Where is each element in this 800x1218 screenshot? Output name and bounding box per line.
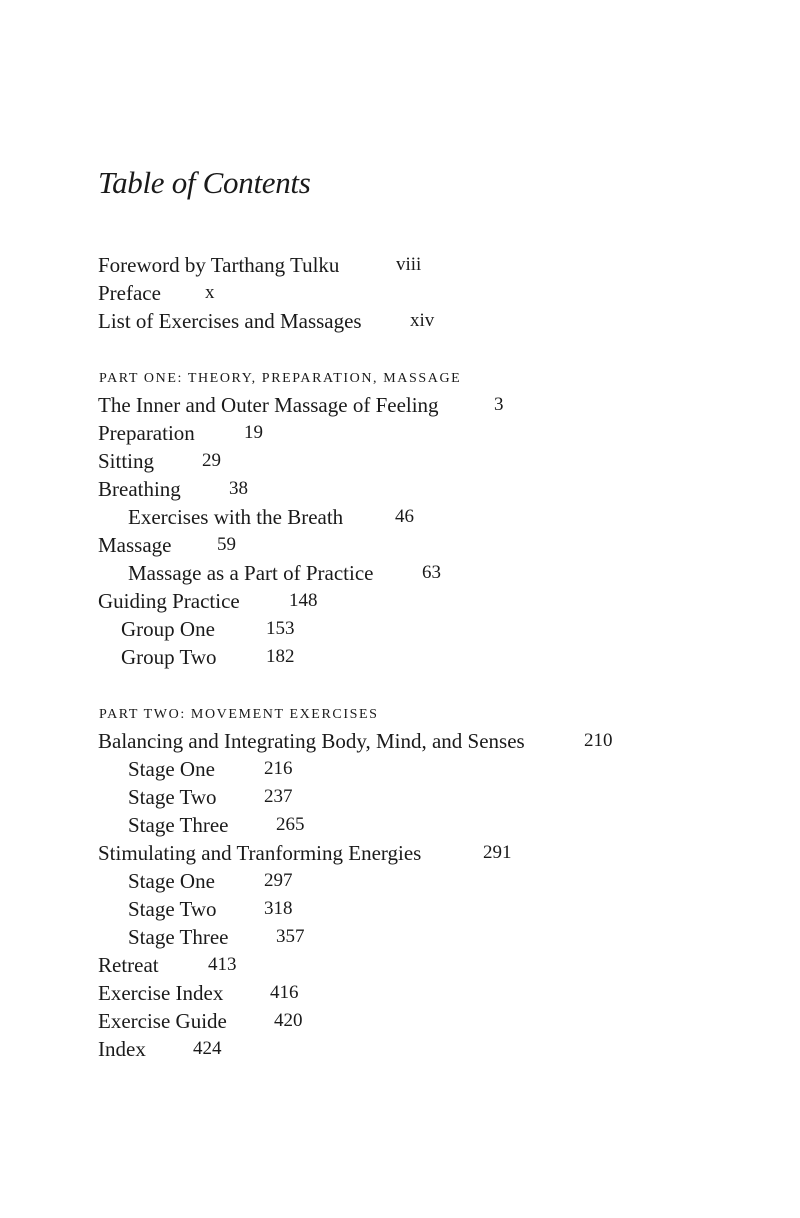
toc-entry-breathing[interactable] [98,475,248,503]
toc-entry-guiding-practice[interactable] [98,587,318,615]
toc-entry-page: 182 [266,646,295,667]
toc-entry-sitting[interactable] [98,447,221,475]
toc-entry-page: viii [396,254,422,275]
toc-entry-exercise-guide[interactable] [98,1007,303,1035]
toc-entry-page: 153 [266,618,295,639]
toc-entry-label: Exercises with the Breath [128,505,344,529]
toc-entry-page: 416 [270,982,299,1003]
toc-entry-page: 413 [208,954,237,975]
toc-entry-page: 148 [289,590,318,611]
toc-entry-stimulating-transforming[interactable] [98,839,512,867]
toc-entry-stage-three[interactable] [128,811,305,839]
toc-entry-label: Foreword by Tarthang Tulku [98,253,340,277]
toc-entry-page: 216 [264,758,293,779]
toc-entry-label: Stimulating and Tranforming Energies [98,841,422,865]
toc-entry-exercises-with-breath[interactable] [128,503,414,531]
toc-entry-list-of-exercises[interactable] [98,307,435,335]
toc-entry-index[interactable] [98,1035,222,1063]
toc-entry-label: The Inner and Outer Massage of Feeling [98,393,439,417]
toc-entry-label: Stage One [128,869,215,893]
toc-entry-stage-two[interactable] [128,783,293,811]
toc-entry-label: Index [98,1037,146,1061]
toc-entry-page: 297 [264,870,293,891]
toc-entry-page: 19 [244,422,263,443]
toc-entry-page: 3 [494,394,504,415]
toc-entry-page: 357 [276,926,305,947]
toc-entry-label: Massage [98,533,172,557]
toc-entry-label: Breathing [98,477,181,501]
toc-entry-page: 237 [264,786,293,807]
toc-entry-label: Stage Two [128,897,217,921]
toc-entry-label: Preparation [98,421,195,445]
toc-entry-page: 29 [202,450,221,471]
toc-entry-label: Retreat [98,953,159,977]
toc-entry-inner-outer-massage[interactable] [98,391,504,419]
toc-entry-preparation[interactable] [98,419,263,447]
toc-entry-page: xiv [410,310,435,331]
toc-entry-stage-one[interactable] [128,755,293,783]
toc-entry-massage[interactable] [98,531,236,559]
part-two-heading: PART TWO: MOVEMENT EXERCISES [99,707,379,722]
toc-entry-label: Stage Three [128,925,229,949]
toc-entry-page: x [205,282,215,303]
toc-entry-page: 63 [422,562,441,583]
toc-entry-label: Exercise Guide [98,1009,227,1033]
toc-entry-label: Massage as a Part of Practice [128,561,374,585]
toc-entry-stage-one[interactable] [128,867,293,895]
toc-entry-preface[interactable] [98,279,215,307]
toc-entry-foreword[interactable] [98,251,422,279]
toc-entry-page: 210 [584,730,613,751]
toc-entry-stage-three[interactable] [128,923,305,951]
toc-entry-page: 38 [229,478,248,499]
toc-entry-label: Exercise Index [98,981,224,1005]
toc-entry-group-one[interactable] [121,615,295,643]
toc-entry-label: Stage Three [128,813,229,837]
toc-entry-page: 424 [193,1038,222,1059]
toc-entry-label: Preface [98,281,161,305]
toc-entry-massage-part-of-practice[interactable] [128,559,441,587]
toc-entry-page: 318 [264,898,293,919]
toc-entry-exercise-index[interactable] [98,979,299,1007]
toc-entry-page: 291 [483,842,512,863]
toc-entry-page: 46 [395,506,414,527]
toc-entry-label: Sitting [98,449,155,473]
toc-entry-balancing-integrating[interactable] [98,727,613,755]
toc-entry-stage-two[interactable] [128,895,293,923]
toc-entry-label: Group Two [121,645,217,669]
toc-entry-label: List of Exercises and Massages [98,309,362,333]
toc-entry-label: Stage Two [128,785,217,809]
toc-entry-page: 265 [276,814,305,835]
page-title: Table of Contents [98,165,311,200]
part-one-heading: PART ONE: THEORY, PREPARATION, MASSAGE [99,371,462,386]
toc-entry-label: Balancing and Integrating Body, Mind, and Senses [98,729,525,753]
toc-entry-group-two[interactable] [121,643,295,671]
toc-entry-label: Guiding Practice [98,589,240,613]
toc-entry-page: 59 [217,534,236,555]
toc-entry-retreat[interactable] [98,951,237,979]
toc-entry-label: Group One [121,617,215,641]
toc-entry-label: Stage One [128,757,215,781]
toc-entry-page: 420 [274,1010,303,1031]
